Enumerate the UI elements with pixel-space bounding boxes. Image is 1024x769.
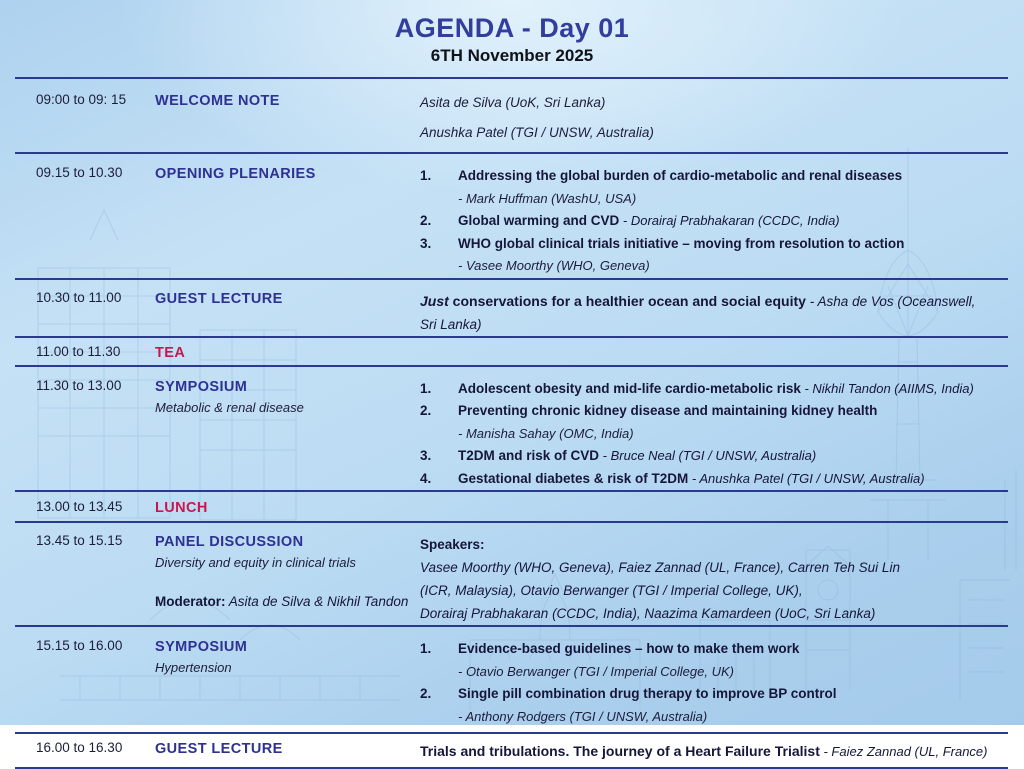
row-symposium-hypertension (15, 627, 1008, 734)
item-speaker: - Anushka Patel (TGI / UNSW, Australia) (688, 470, 925, 486)
speaker-line: Asita de Silva (UoK, Sri Lanka) (420, 95, 606, 110)
speakers-line: (ICR, Malaysia), Otavio Berwanger (TGI / Imperial College, UK), (420, 583, 803, 598)
row-guest-lecture-2 (15, 734, 1008, 769)
session-subtitle: Diversity and equity in clinical trials (155, 555, 356, 570)
page-title: AGENDA - Day 01 (394, 13, 630, 43)
item-title: Adolescent obesity and mid-life cardio-metabolic risk (458, 380, 801, 396)
agenda-item (420, 638, 1002, 661)
agenda-table (15, 77, 1008, 769)
moderator-label: Moderator: (155, 594, 226, 609)
item-title: T2DM and risk of CVD (458, 448, 600, 463)
item-speaker: - Otavio Berwanger (TGI / Imperial College, UK) (458, 663, 734, 679)
item-title: Single pill combination drug therapy to improve BP control (458, 686, 837, 701)
session-content (420, 378, 1008, 491)
session-content (420, 638, 1008, 728)
agenda-item (420, 210, 1002, 233)
item-speaker: - Nikhil Tandon (AIIMS, India) (800, 380, 974, 396)
session-subtitle: Metabolic & renal disease (155, 399, 304, 415)
lecture-title: Trials and tribulations. The journey of a Heart Failure Trialist - Faiez Zannad (UL, France) (420, 743, 988, 759)
item-title: Global warming and CVD (458, 213, 620, 228)
row-opening-plenaries (15, 154, 1008, 280)
item-number: 1. (420, 641, 432, 656)
speaker-line: Anushka Patel (TGI / UNSW, Australia) (420, 125, 654, 140)
session-title: GUEST LECTURE (155, 741, 283, 757)
moderator-line (155, 594, 420, 609)
item-speaker: - Manisha Sahay (OMC, India) (458, 425, 634, 441)
item-number: 2. (420, 213, 432, 228)
row-guest-lecture-1 (15, 280, 1008, 338)
agenda-header (0, 0, 1024, 66)
row-lunch-break (15, 492, 1008, 523)
session-content (420, 290, 1008, 336)
session-content (420, 740, 1008, 763)
moderator-names: Asita de Silva & Nikhil Tandon (225, 594, 409, 609)
item-speaker: - Vasee Moorthy (WHO, Geneva) (458, 258, 650, 273)
item-speaker: - Mark Huffman (WashU, USA) (458, 190, 637, 206)
agenda-item (420, 445, 1002, 468)
time-slot: 10.30 to 11.00 (36, 289, 122, 305)
item-number: 3. (420, 235, 432, 251)
time-slot: 13.00 to 13.45 (36, 499, 123, 514)
item-number: 1. (420, 380, 432, 396)
time-slot: 13.45 to 15.15 (36, 533, 123, 548)
agenda-item (420, 400, 1002, 423)
item-speaker: - Bruce Neal (TGI / UNSW, Australia) (599, 448, 817, 463)
speakers-line: Vasee Moorthy (WHO, Geneva), Faiez Zannad (UL, France), Carren Teh Sui Lin (420, 560, 900, 575)
session-title: GUEST LECTURE (155, 290, 283, 307)
session-title: SYMPOSIUM (155, 378, 248, 395)
item-title: Preventing chronic kidney disease and maintaining kidney health (458, 403, 878, 418)
session-title: SYMPOSIUM (155, 639, 248, 655)
agenda-item (420, 378, 1002, 401)
row-tea-break (15, 338, 1008, 367)
time-slot: 11.30 to 13.00 (36, 377, 122, 393)
item-number: 1. (420, 168, 432, 183)
lecture-speaker: - Asha de Vos (Oceanswell, Sri Lanka) (420, 293, 976, 332)
time-slot: 11.00 to 11.30 (36, 343, 121, 359)
time-slot: 16.00 to 16.30 (36, 740, 123, 755)
agenda-item (420, 233, 1002, 256)
item-speaker: - Anthony Rodgers (TGI / UNSW, Australia) (458, 708, 708, 724)
session-title: OPENING PLENARIES (155, 166, 316, 182)
item-number: 2. (420, 686, 432, 701)
session-title: PANEL DISCUSSION (155, 534, 304, 550)
session-content (420, 165, 1008, 278)
speakers-label: Speakers: (420, 537, 485, 552)
item-speaker: - Dorairaj Prabhakaran (CCDC, India) (619, 213, 840, 228)
time-slot: 15.15 to 16.00 (36, 638, 123, 653)
item-title: Evidence-based guidelines – how to make them work (458, 641, 800, 656)
session-title: WELCOME NOTE (155, 93, 280, 109)
session-content (420, 533, 1008, 625)
row-symposium-metabolic (15, 367, 1008, 493)
item-title: Addressing the global burden of cardio-metabolic and renal diseases (458, 168, 903, 183)
item-title: WHO global clinical trials initiative – moving from resolution to action (458, 235, 905, 251)
agenda-item (420, 165, 1002, 188)
time-slot: 09:00 to 09: 15 (36, 92, 127, 107)
lecture-lead-word: Just (420, 292, 449, 309)
page-date: 6TH November 2025 (430, 46, 594, 65)
row-welcome-note (15, 79, 1008, 154)
speakers-line: Dorairaj Prabhakaran (CCDC, India), Naazima Kamardeen (UoC, Sri Lanka) (420, 606, 876, 621)
item-title: Gestational diabetes & risk of T2DM (458, 470, 689, 486)
row-panel-discussion (15, 523, 1008, 627)
agenda-item (420, 468, 1002, 491)
lecture-title: Just conservations for a healthier ocean and social equity - Asha de Vos (Oceanswell, Sri Lanka) (420, 292, 976, 332)
session-title: LUNCH (155, 500, 208, 516)
item-number: 2. (420, 403, 432, 418)
session-subtitle: Hypertension (155, 660, 232, 675)
session-title: TEA (155, 344, 186, 361)
item-number: 3. (420, 448, 432, 463)
lecture-speaker: - Faiez Zannad (UL, France) (819, 744, 988, 759)
session-content (420, 92, 1008, 152)
time-slot: 09.15 to 10.30 (36, 165, 123, 180)
item-number: 4. (420, 470, 432, 486)
agenda-item (420, 683, 1002, 706)
